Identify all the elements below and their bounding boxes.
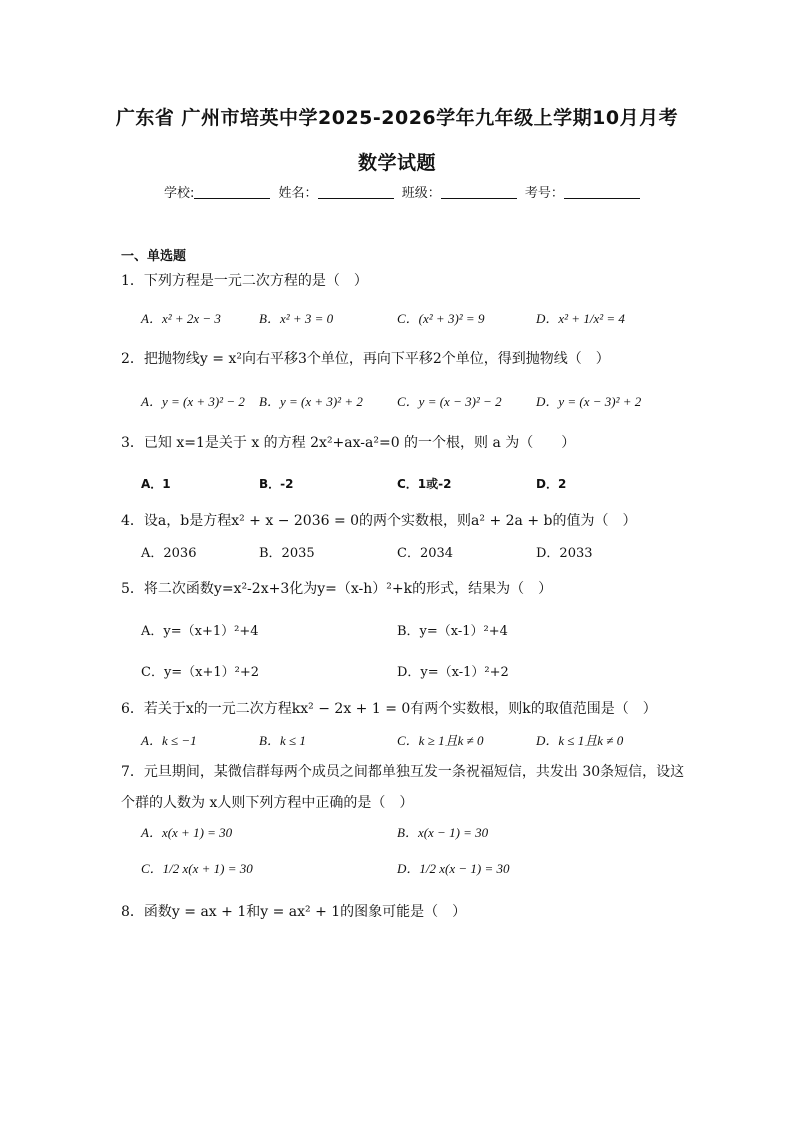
question-3-option-d: D．2 (536, 477, 567, 491)
question-4-option-a: A．2036 (141, 546, 197, 561)
school-blank (194, 185, 270, 199)
question-4-option-b: B．2035 (259, 546, 315, 561)
question-2-option-c: C．y = (x − 3)² − 2 (397, 394, 502, 409)
name-label: 姓名： (278, 186, 318, 201)
question-6-stem: 6．若关于x的一元二次方程kx² − 2x + 1 = 0有两个实数根，则k的取值范围是（ ） (121, 701, 657, 717)
question-6-option-a: A．k ≤ −1 (141, 733, 197, 748)
question-5-stem: 5．将二次函数y=x²-2x+3化为y=（x-h）²+k的形式，结果为（ ） (121, 581, 553, 597)
question-1-stem: 1．下列方程是一元二次方程的是（ ） (121, 273, 368, 289)
question-4-stem: 4．设a，b是方程x² + x − 2036 = 0的两个实数根，则a² + 2a + b的值为（ ） (121, 513, 637, 529)
question-7-option-b: B．x(x − 1) = 30 (397, 825, 489, 840)
question-5-option-c: C．y=（x+1）²+2 (141, 665, 260, 680)
question-3-stem: 3．已知 x=1是关于 x 的方程 2x²+ax-a²=0 的一个根，则 a 为（ ） (121, 435, 576, 451)
question-3-option-b: B．-2 (259, 477, 294, 491)
question-7-stem-line1: 7．元旦期间，某微信群每两个成员之间都单独互发一条祝福短信，共发出 30条短信，设这 (121, 764, 685, 780)
student-info-row (164, 182, 644, 201)
question-1-option-c: C．(x² + 3)² = 9 (397, 311, 485, 326)
question-7-option-c: C．1/2 x(x + 1) = 30 (141, 861, 253, 876)
school-label: 学校: (164, 186, 195, 201)
question-1-option-a: A．x² + 2x − 3 (141, 311, 221, 326)
exam-number-blank (564, 185, 640, 199)
question-7-stem-line2: 个群的人数为 x人则下列方程中正确的是（ ） (121, 795, 414, 811)
question-1-option-b: B．x² + 3 = 0 (259, 311, 334, 326)
question-7-option-d: D．1/2 x(x − 1) = 30 (397, 861, 510, 876)
question-4-option-d: D．2033 (536, 546, 593, 561)
exam-title-line2: 数学试题 (357, 152, 436, 174)
question-4-option-c: C．2034 (397, 546, 454, 561)
section-heading: 一、单选题 (121, 249, 187, 264)
question-7-option-a: A．x(x + 1) = 30 (141, 825, 233, 840)
class-blank (441, 185, 517, 199)
question-1-option-d: D．x² + 1/x² = 4 (536, 311, 625, 326)
name-blank (318, 185, 394, 199)
question-2-option-a: A．y = (x + 3)² − 2 (141, 394, 245, 409)
exam-number-label: 考号： (524, 186, 564, 201)
question-3-option-c: C．1或-2 (397, 477, 452, 491)
question-6-option-b: B．k ≤ 1 (259, 733, 306, 748)
exam-title-line1: 广东省 广州市培英中学2025-2026学年九年级上学期10月月考 (115, 107, 679, 129)
question-2-option-d: D．y = (x − 3)² + 2 (536, 394, 642, 409)
question-5-option-a: A．y=（x+1）²+4 (141, 624, 259, 639)
question-6-option-d: D．k ≤ 1且k ≠ 0 (536, 733, 624, 748)
question-2-stem: 2．把抛物线y = x²向右平移3个单位，再向下平移2个单位，得到抛物线（ ） (121, 351, 610, 367)
question-8-stem: 8．函数y = ax + 1和y = ax² + 1的图象可能是（ ） (121, 904, 467, 920)
class-label: 班级： (401, 186, 441, 201)
question-5-option-d: D．y=（x-1）²+2 (397, 665, 509, 680)
question-5-option-b: B．y=（x-1）²+4 (397, 624, 508, 639)
question-2-option-b: B．y = (x + 3)² + 2 (259, 394, 363, 409)
question-3-option-a: A．1 (141, 477, 171, 491)
question-6-option-c: C．k ≥ 1且k ≠ 0 (397, 733, 484, 748)
